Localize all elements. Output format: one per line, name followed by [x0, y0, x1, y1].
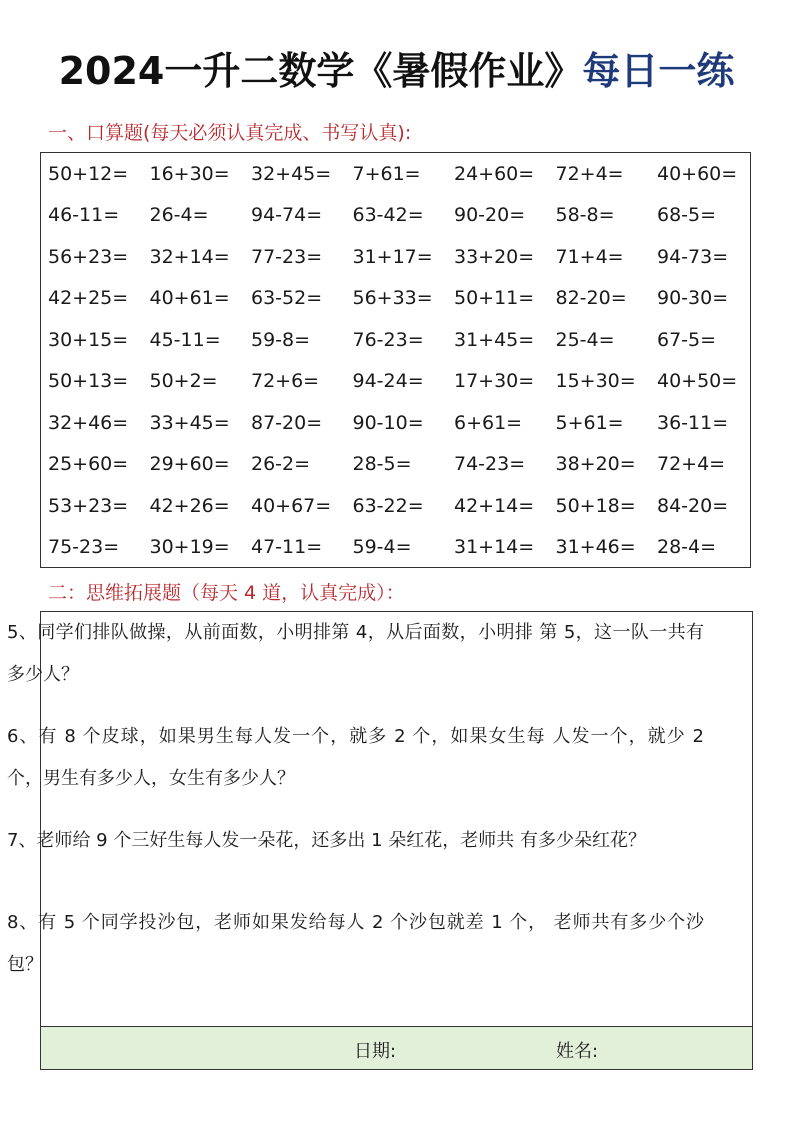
- math-problem: 46-11=: [48, 204, 120, 227]
- mental-math-box: [40, 152, 751, 568]
- math-problem: 33+45=: [149, 411, 230, 434]
- math-row: [48, 278, 759, 320]
- math-row: [48, 195, 759, 237]
- math-problem: 26-4=: [149, 204, 209, 227]
- math-problem: 50+18=: [555, 494, 636, 517]
- math-problem: 16+30=: [149, 162, 230, 185]
- section2-heading: 二：思维拓展题（每天 4 道，认真完成）：: [48, 582, 405, 604]
- name-label: 姓名:: [556, 1041, 599, 1062]
- math-problem: 33+20=: [454, 245, 535, 268]
- math-problem: 32+45=: [251, 162, 332, 185]
- math-problem: 40+67=: [251, 494, 332, 517]
- math-problem: 31+46=: [555, 536, 636, 559]
- math-problem: 40+50=: [657, 370, 738, 393]
- section1-heading: 一、口算题(每天必须认真完成、书写认真):: [48, 122, 412, 144]
- date-label: 日期:: [354, 1041, 397, 1062]
- math-problem: 58-8=: [555, 204, 615, 227]
- math-problem: 38+20=: [555, 453, 636, 476]
- math-problem: 87-20=: [251, 411, 323, 434]
- math-row: [48, 485, 759, 527]
- math-row: [48, 527, 759, 569]
- math-problem: 67-5=: [657, 328, 717, 351]
- math-row: [48, 153, 759, 195]
- math-problem: 94-74=: [251, 204, 323, 227]
- math-problem: 72+6=: [251, 370, 320, 393]
- math-problem: 32+46=: [48, 411, 129, 434]
- math-problem: 42+25=: [48, 287, 129, 310]
- math-problem: 7+61=: [352, 162, 421, 185]
- math-problem: 90-30=: [657, 287, 729, 310]
- math-problem: 36-11=: [657, 411, 729, 434]
- word-problem-5: 5、同学们排队做操，从前面数，小明排第 4，从后面数，小明排 第 5，这一队一共有多少人？: [7, 622, 704, 685]
- math-problem: 72+4=: [555, 162, 624, 185]
- math-problem: 26-2=: [251, 453, 311, 476]
- math-problem: 94-73=: [657, 245, 729, 268]
- page-title-main: 2024一升二数学《暑假作业》: [58, 49, 583, 93]
- footer-bar: [40, 1026, 753, 1070]
- page-title: [0, 40, 793, 95]
- math-problem: 76-23=: [352, 328, 424, 351]
- mental-math-grid: [48, 153, 759, 568]
- math-problem: 15+30=: [555, 370, 636, 393]
- math-problem: 50+11=: [454, 287, 535, 310]
- math-problem: 63-42=: [352, 204, 424, 227]
- math-problem: 50+13=: [48, 370, 129, 393]
- math-problem: 6+61=: [454, 411, 523, 434]
- math-problem: 90-20=: [454, 204, 526, 227]
- math-problem: 45-11=: [149, 328, 221, 351]
- math-problem: 56+33=: [352, 287, 433, 310]
- math-problem: 40+60=: [657, 162, 738, 185]
- math-problem: 59-4=: [352, 536, 412, 559]
- math-problem: 50+2=: [149, 370, 218, 393]
- math-problem: 25-4=: [555, 328, 615, 351]
- math-row: [48, 236, 759, 278]
- math-problem: 50+12=: [48, 162, 129, 185]
- math-problem: 77-23=: [251, 245, 323, 268]
- math-problem: 31+14=: [454, 536, 535, 559]
- math-problem: 56+23=: [48, 245, 129, 268]
- math-problem: 31+45=: [454, 328, 535, 351]
- math-problem: 63-52=: [251, 287, 323, 310]
- math-row: [48, 319, 759, 361]
- math-problem: 59-8=: [251, 328, 311, 351]
- page-title-highlight: 每日一练: [582, 49, 735, 93]
- math-problem: 63-22=: [352, 494, 424, 517]
- math-problem: 84-20=: [657, 494, 729, 517]
- word-problem-7: 7、老师给 9 个三好生每人发一朵花，还多出 1 朵红花，老师共 有多少朵红花？: [7, 830, 646, 851]
- word-problem-8: 8、有 5 个同学投沙包，老师如果发给每人 2 个沙包就差 1 个， 老师共有多少个沙包？: [7, 912, 704, 975]
- math-problem: 17+30=: [454, 370, 535, 393]
- math-problem: 24+60=: [454, 162, 535, 185]
- math-problem: 32+14=: [149, 245, 230, 268]
- math-problem: 28-4=: [657, 536, 717, 559]
- math-problem: 30+15=: [48, 328, 129, 351]
- word-problem-6: 6、有 8 个皮球，如果男生每人发一个，就多 2 个，如果女生每 人发一个，就少 2 个，男生有多少人，女生有多少人？: [7, 726, 704, 789]
- math-problem: 31+17=: [352, 245, 433, 268]
- math-problem: 42+14=: [454, 494, 535, 517]
- math-problem: 29+60=: [149, 453, 230, 476]
- math-row: [48, 361, 759, 403]
- math-problem: 25+60=: [48, 453, 129, 476]
- math-problem: 28-5=: [352, 453, 412, 476]
- math-problem: 47-11=: [251, 536, 323, 559]
- math-problem: 68-5=: [657, 204, 717, 227]
- math-problem: 42+26=: [149, 494, 230, 517]
- math-row: [48, 402, 759, 444]
- math-problem: 94-24=: [352, 370, 424, 393]
- math-problem: 74-23=: [454, 453, 526, 476]
- math-problem: 75-23=: [48, 536, 120, 559]
- math-problem: 72+4=: [657, 453, 726, 476]
- math-problem: 53+23=: [48, 494, 129, 517]
- math-problem: 71+4=: [555, 245, 624, 268]
- math-problem: 90-10=: [352, 411, 424, 434]
- math-problem: 5+61=: [555, 411, 624, 434]
- math-problem: 82-20=: [555, 287, 627, 310]
- math-row: [48, 444, 759, 486]
- math-problem: 30+19=: [149, 536, 230, 559]
- math-problem: 40+61=: [149, 287, 230, 310]
